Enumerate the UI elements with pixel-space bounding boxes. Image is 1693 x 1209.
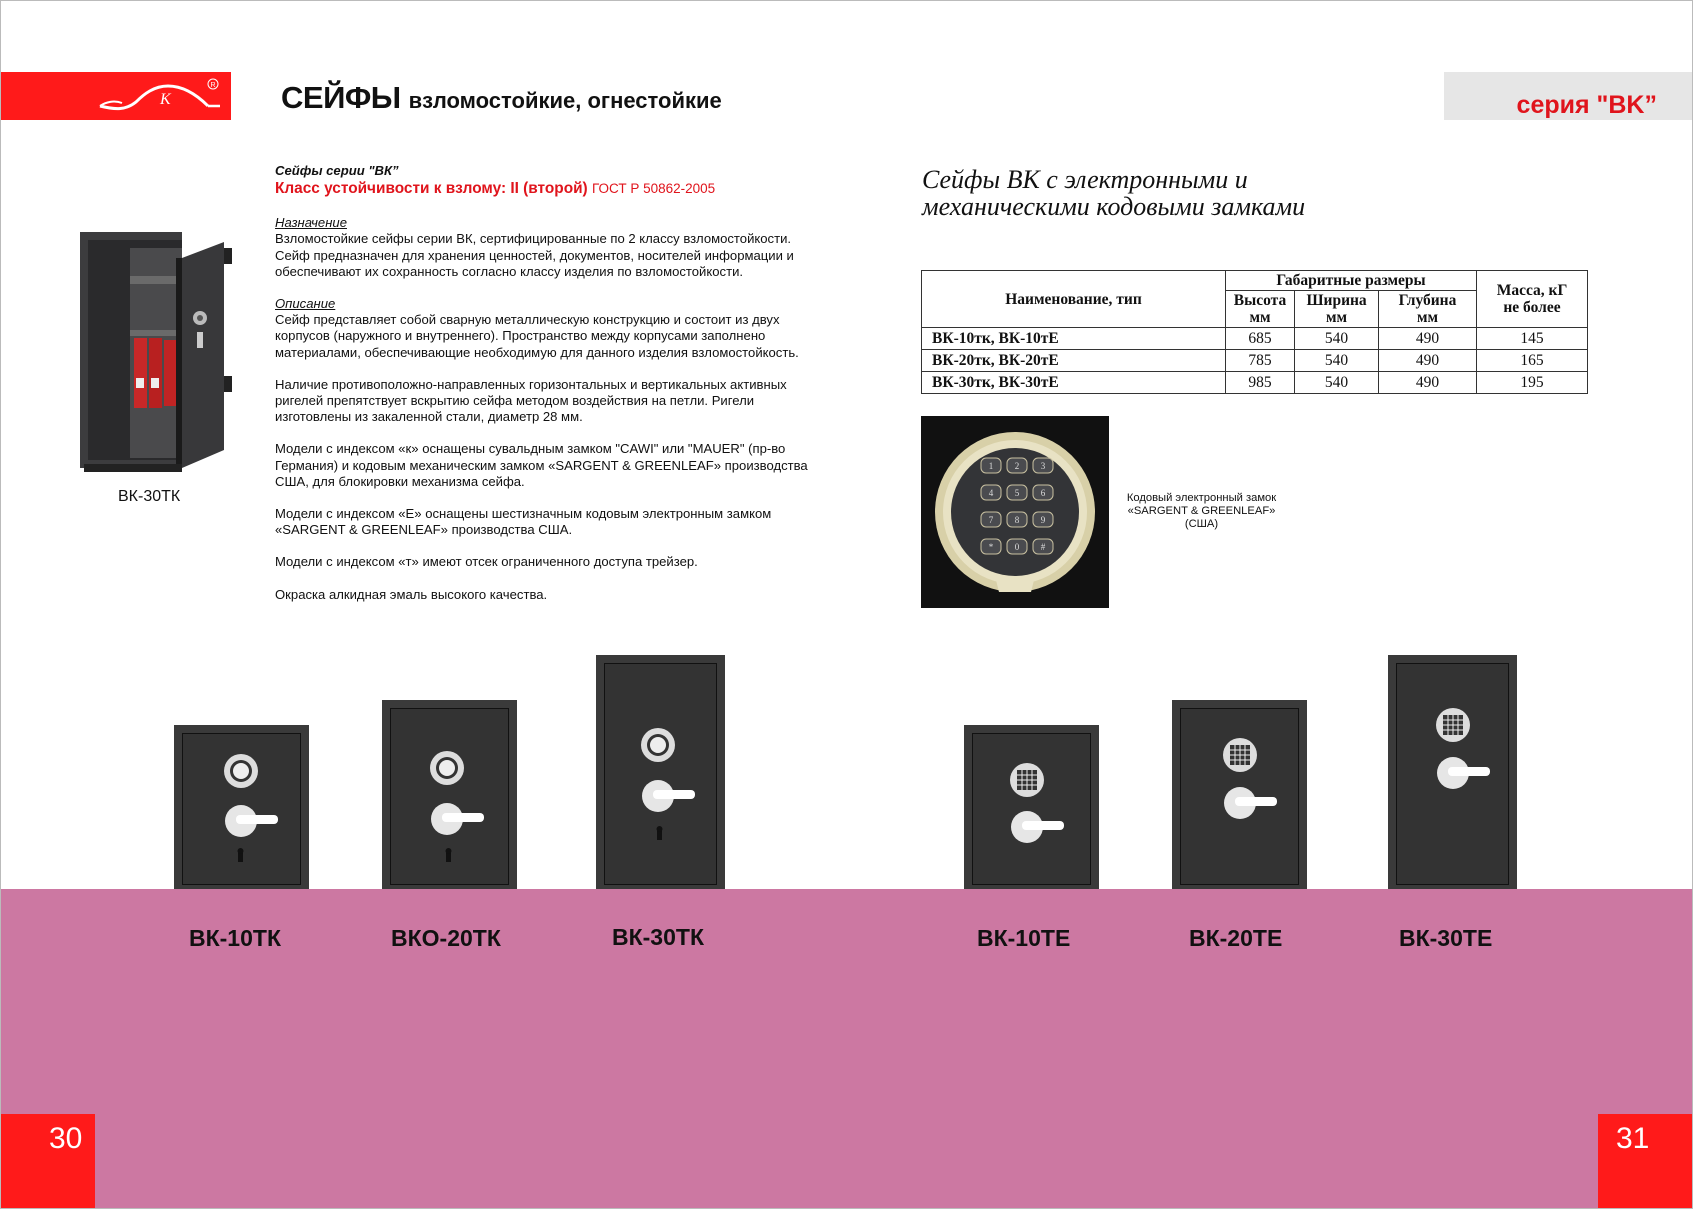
- safe-photo: [78, 228, 236, 473]
- safe-illustration-bk10tk: [174, 725, 309, 889]
- keypad-key-label: 4: [988, 488, 994, 498]
- keypad-key-label: #: [1040, 542, 1046, 552]
- keypad-key-label: 9: [1040, 515, 1046, 525]
- keypad-key-label: 1: [988, 461, 994, 471]
- brand-logo-icon: [96, 76, 226, 116]
- col-height-header: Высота мм: [1226, 291, 1295, 328]
- brand-logo: [0, 72, 231, 120]
- keypad-key-label: 6: [1040, 488, 1046, 498]
- safe-illustration-bk30tk: [596, 655, 725, 889]
- lock-caption: [1124, 492, 1279, 531]
- spec-table: [921, 270, 1588, 394]
- electronic-lock-photo: [921, 416, 1109, 608]
- description-heading: Описание: [275, 296, 336, 312]
- table-row: ВК-20тк, ВК-20тЕ 785 540 490 165: [922, 350, 1588, 372]
- col-name-header: Наименование, тип: [922, 271, 1226, 328]
- registered-mark: R: [210, 82, 216, 89]
- safe-label-bko20tk: ВКО-20ТК: [391, 925, 501, 951]
- table-row: ВК-10тк, ВК-10тЕ 685 540 490 145: [922, 328, 1588, 350]
- purpose-text: Взломостойкие сейфы серии ВК, сертифицированные по 2 классу взломостойкости. Сейф предназначен для хранения ценностей, документов, носителей информации и обеспечивают их сохранность согласно классу изделия по взломостойкости.: [275, 231, 794, 279]
- series-tab: [1444, 72, 1693, 120]
- section-title: [922, 166, 1482, 220]
- col-group-header: Габаритные размеры: [1226, 271, 1477, 291]
- page-title-sub: взломостойкие, огнестойкие: [408, 88, 722, 113]
- safe-illustration-bko20tk: [382, 700, 517, 889]
- col-depth-header: Глубина мм: [1379, 291, 1477, 328]
- keypad-key-label: 0: [1014, 542, 1020, 552]
- safe-label-bk30tk: ВК-30ТК: [612, 924, 704, 950]
- col-width-header: Ширина мм: [1295, 291, 1379, 328]
- safe-illustration-bk10te: [964, 725, 1099, 889]
- e-models-text: Модели с индексом «Е» оснащены шестизначным кодовым электронным замком «SARGENT & GREENLEAF» производства США.: [275, 506, 772, 538]
- gost-standard: ГОСТ Р 50862-2005: [591, 181, 716, 197]
- keypad-key-label: 5: [1014, 488, 1020, 498]
- purpose-heading: Назначение: [275, 215, 347, 231]
- safe-illustration-bk30te: [1388, 655, 1517, 889]
- logo-letter: K: [160, 91, 171, 108]
- keypad-key-label: 7: [988, 515, 994, 525]
- page-number-right: 31: [1598, 1114, 1693, 1209]
- col-mass-header: Масса, кГ не более: [1477, 271, 1588, 328]
- safe-label-bk10tk: ВК-10ТК: [189, 925, 281, 951]
- safe-label-bk30te: ВК-30ТЕ: [1399, 925, 1493, 951]
- burglary-class-text: Класс устойчивости к взлому: II (второй): [275, 180, 588, 198]
- table-row: ВК-30тк, ВК-30тЕ 985 540 490 195: [922, 372, 1588, 394]
- series-heading: Сейфы серии "ВК”: [275, 163, 399, 178]
- t-models-text: Модели с индексом «т» имеют отсек ограниченного доступа трейзер.: [275, 554, 698, 570]
- lock-caption-line2: «SARGENT & GREENLEAF»: [1127, 505, 1276, 517]
- paint-text: Окраска алкидная эмаль высокого качества.: [275, 586, 548, 602]
- page-number-left: 30: [0, 1114, 95, 1209]
- safe-label-bk10te: ВК-10ТЕ: [977, 925, 1071, 951]
- page-title-main: СЕЙФЫ: [281, 80, 401, 115]
- keypad-key-label: 3: [1040, 461, 1046, 471]
- section-title-line2: механическими кодовыми замками: [922, 192, 1306, 221]
- series-label: серия "BK”: [1516, 91, 1657, 119]
- section-title-line1: Сейфы ВК с электронными и: [922, 165, 1248, 194]
- safe-illustration-bk20te: [1172, 700, 1307, 889]
- description-text: Сейф представляет собой сварную металлическую конструкцию и состоит из двух корпусов (наружного и внутреннего). Пространство между корпусами заполнено материалами, обеспечивающие необходимую для данного изделия взломостойкость.: [275, 312, 799, 360]
- burglary-class: [275, 179, 815, 199]
- keypad-key-label: 2: [1014, 461, 1020, 471]
- description-block: [275, 163, 815, 603]
- keypad-key-label: 8: [1014, 515, 1020, 525]
- k-models-text: Модели с индексом «к» оснащены сувальдным замком "CAWI" или "MAUER" (пр-во Германия) и кодовым механическим замком «SARGENT & GREENLEAF» производства США, для блокировки механизма сейфа.: [275, 441, 808, 489]
- lock-caption-line1: Кодовый электронный замок: [1126, 492, 1277, 504]
- keypad-key-label: *: [988, 542, 994, 552]
- safe-label-bk20te: ВК-20ТЕ: [1189, 925, 1283, 951]
- page-title: [281, 80, 722, 116]
- bolts-text: Наличие противоположно-направленных горизонтальных и вертикальных активных ригелей препятствует вскрытию сейфа методом воздействия на петли. Ригели изготовлены из закаленной стали, диаметр 28 мм.: [275, 376, 787, 425]
- safe-photo-caption: ВК-30ТК: [118, 488, 181, 505]
- lock-caption-line3: (США): [1184, 518, 1219, 530]
